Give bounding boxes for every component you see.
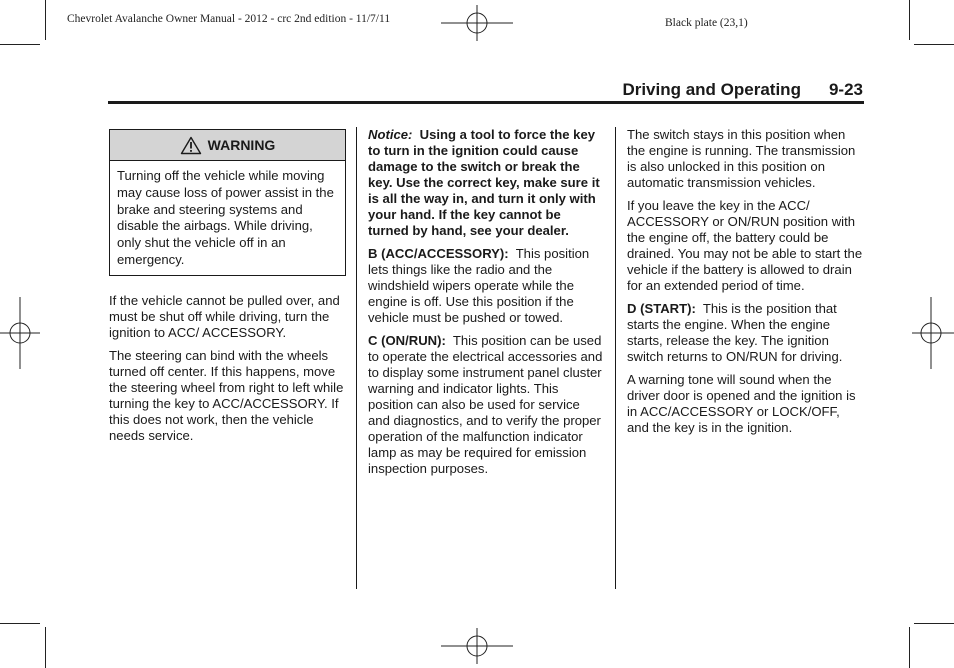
warning-triangle-icon xyxy=(180,136,202,155)
crop-mark xyxy=(914,623,954,624)
paragraph: If you leave the key in the ACC/ ACCESSORY or ON/RUN position with the engine off, the battery could be drained. You may not be able to start the vehicle if the battery is allowed to drain for an extended period of time. xyxy=(627,198,863,293)
registration-mark-icon xyxy=(912,297,954,369)
crop-mark xyxy=(0,44,40,45)
registration-mark-icon xyxy=(0,297,40,369)
term-label: D (START): xyxy=(627,301,696,316)
warning-text: Turning off the vehicle while moving may cause loss of power assist in the brake and steering systems and disable the airbags. While driving, only shut the vehicle off in an emergency. xyxy=(117,168,334,267)
section-heading xyxy=(622,80,863,100)
paragraph: If the vehicle cannot be pulled over, and must be shut off while driving, turn the ignition to ACC/ ACCESSORY. xyxy=(109,292,340,340)
crop-mark xyxy=(909,0,910,40)
definition-d xyxy=(627,301,865,365)
term-label: B (ACC/ACCESSORY): xyxy=(368,246,509,261)
registration-mark-icon xyxy=(441,5,513,41)
notice-text: Using a tool to force the key to turn in the ignition could cause damage to the switch or break the key. Use the correct key, make sure it is all the way in, and turn it only with your hand. If the key cannot be turned by hand, see your dealer. xyxy=(368,127,600,238)
column-divider xyxy=(615,127,616,589)
section-title: Driving and Operating xyxy=(622,80,801,99)
crop-mark xyxy=(45,627,46,668)
paragraph: A warning tone will sound when the driver door is opened and the ignition is in ACC/ACCESSORY or LOCK/OFF, and the key is in the ignition. xyxy=(627,372,856,435)
definition-text: This position can be used to operate the electrical accessories and to display some instrument panel cluster warning and indicator lights. This position can also be used for service and diagnostics, and to verify the proper operation of the malfunction indicator lamp as may be required for emission inspection purposes. xyxy=(368,333,603,476)
warning-header xyxy=(110,130,345,161)
page-number: 9-23 xyxy=(828,80,863,99)
crop-mark xyxy=(909,627,910,668)
crop-mark xyxy=(45,0,46,40)
notice-paragraph xyxy=(368,127,604,239)
warning-box xyxy=(109,129,346,276)
crop-mark xyxy=(0,623,40,624)
plate-label: Black plate (23,1) xyxy=(665,17,748,29)
paragraph: The steering can bind with the wheels turned off center. If this happens, move the steering wheel from right to left while turning the key to ACC/ACCESSORY. If this does not work, then the vehicle needs service. xyxy=(109,347,344,443)
crop-mark xyxy=(914,44,954,45)
definition-text: This is the position that starts the engine. When the engine starts, release the key. The ignition switch returns to ON/RUN for driving. xyxy=(627,301,843,364)
definition-text: This position lets things like the radio and the windshield wipers operate while the engine is off. Use this position if the vehicle must be pushed or towed. xyxy=(368,246,590,325)
header-rule xyxy=(108,101,864,104)
column-3 xyxy=(627,127,865,443)
definition-b xyxy=(368,246,604,326)
registration-mark-icon xyxy=(441,628,513,664)
manual-header: Chevrolet Avalanche Owner Manual - 2012 - crc 2nd edition - 11/7/11 xyxy=(67,13,391,25)
column-2 xyxy=(368,127,604,484)
column-divider xyxy=(356,127,357,589)
notice-label: Notice: xyxy=(368,127,413,142)
term-label: C (ON/RUN): xyxy=(368,333,446,348)
column-1 xyxy=(109,129,346,451)
definition-c xyxy=(368,333,604,477)
paragraph: The switch stays in this position when the engine is running. The transmission is also unlocked in this position on automatic transmission vehicles. xyxy=(627,127,856,190)
warning-label: WARNING xyxy=(207,137,276,153)
